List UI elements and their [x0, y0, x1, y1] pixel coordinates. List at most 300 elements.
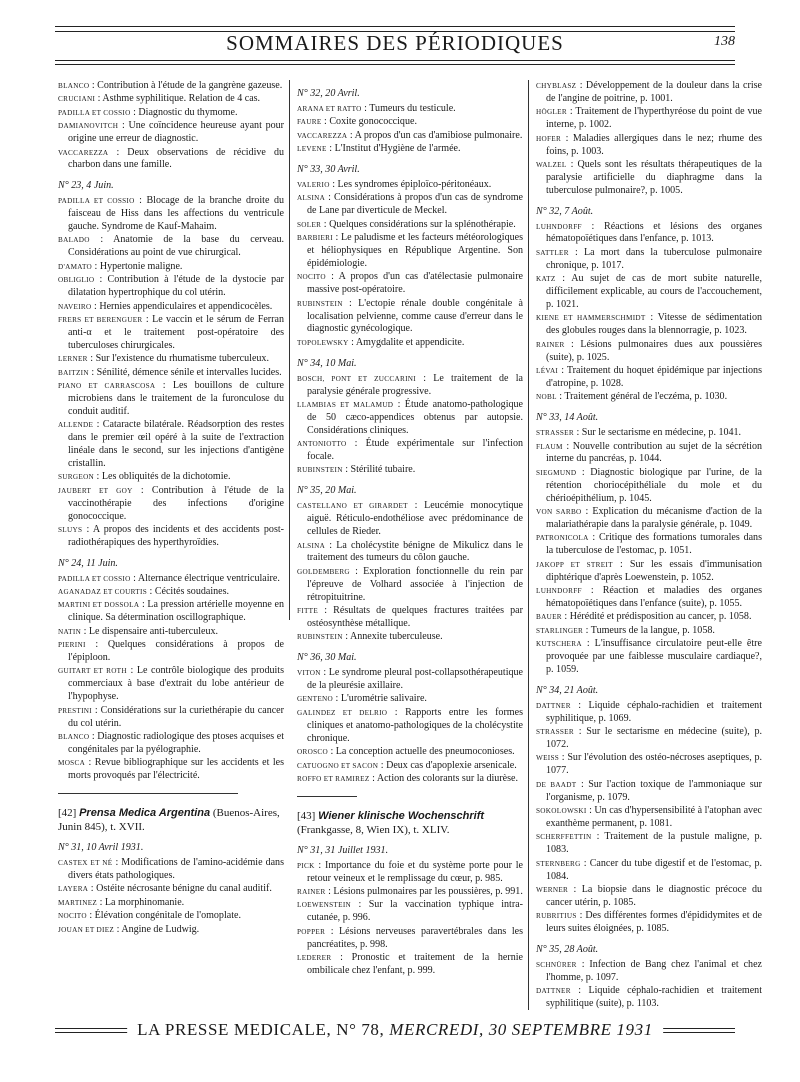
article-authors: PIANO ET CARRASCOSA — [58, 381, 156, 390]
article-title: : Réactions et lésions des organes hématopoïétiques dans l'enfance, p. 1013. — [546, 220, 762, 245]
article-entry — [58, 883, 284, 896]
article-authors: SLUYS — [58, 525, 83, 534]
article-entry — [297, 298, 523, 337]
article-authors: WERNER — [536, 885, 569, 894]
article-entry — [536, 985, 762, 1011]
article-authors: JAKOPP ET STREIT — [536, 560, 613, 569]
article-title: : Une coïncidence heureuse ayant pour origine une erreur de diagnostic. — [68, 120, 284, 145]
article-title: : La pression artérielle moyenne en clinique. Sa détermination oscillographique. — [68, 599, 284, 624]
article-entry — [536, 700, 762, 726]
article-entry — [536, 752, 762, 778]
article-entry — [297, 860, 523, 886]
issue-heading: N° 31, 10 Avril 1931. — [58, 842, 144, 854]
article-authors: RUBINSTEIN — [297, 466, 343, 475]
article-authors: BAITZIN — [58, 368, 89, 377]
article-authors: WEISS — [536, 754, 560, 763]
article-entry — [58, 731, 284, 757]
article-authors: ALSINA — [297, 541, 326, 550]
article-title: : Considérations à propos d'un cas de syndrome de Lane par diverticule de Meckel. — [307, 192, 523, 217]
issue-heading: N° 32, 20 Avril. — [297, 88, 360, 99]
article-entry — [536, 427, 762, 440]
article-title: : La morphinomanie. — [97, 896, 185, 908]
article-authors: RUBINSTEIN — [297, 633, 343, 642]
article-authors: ANTONIOTTO — [297, 440, 347, 449]
article-authors: LUHNDORFF — [536, 222, 582, 231]
article-title: : Maladies allergiques dans le nez; rhume des foins, p. 1003. — [546, 132, 762, 157]
issue-heading: N° 33, 14 Août. — [536, 412, 599, 424]
article-entry — [297, 952, 523, 978]
article-entry — [297, 540, 523, 566]
article-entry — [58, 910, 284, 923]
article-authors: LÉVAI — [536, 367, 559, 376]
article-entry — [536, 779, 762, 805]
article-authors: HÖGLER — [536, 108, 567, 117]
article-title: : Résultats de quelques fractures traitées par ostéosynthèse métallique. — [307, 605, 523, 629]
article-title: : Cataracte bilatérale. Réadsorption des restes dans le premier œil opéré à la suite de l'extraction linéale dans le second, sur les injections d'antigène cristallin. — [68, 419, 284, 469]
article-entry — [58, 705, 284, 731]
article-entry — [536, 441, 762, 467]
article-authors: DE BAADT — [536, 780, 577, 789]
article-entry — [58, 626, 284, 639]
article-title: : Nouvelle contribution au sujet de la sécrétion interne du pancréas, p. 1044. — [546, 440, 762, 465]
article-title: : Sur l'existence du rhumatisme tuberculeux. — [87, 353, 269, 365]
article-entry — [297, 337, 523, 350]
article-authors: DATTNER — [536, 701, 571, 710]
article-authors: VON SARBO — [536, 508, 582, 517]
article-authors: KIENE ET HAMMERSCHMIDT — [536, 314, 646, 323]
article-title: : Diagnostic biologique par l'urine, de la rétention choriocépithéliale du mole et du chérioépithélium, p. 1045. — [546, 466, 762, 504]
article-title: : Infection de Bang chez l'animal et chez l'homme, p. 1097. — [546, 959, 762, 983]
article-title: : Deux observations de récidive du charbon dans une famille. — [68, 146, 284, 171]
article-entry — [536, 312, 762, 338]
article-title: : Quelques considérations à propos de l'épiploon. — [68, 639, 284, 664]
article-title: : L'insuffisance circulatoire peut-elle être provoquée par une faiblesse musculaire cardiaque?, p. 1059. — [546, 638, 762, 675]
article-title: : L'ectopie rénale double congénitale à localisation pelvienne, comme cause d'erreur dans le diagnostic gynécologique. — [307, 297, 523, 335]
article-authors: LERNER — [58, 355, 88, 364]
article-title: : Les obliquités de la dichotomie. — [94, 471, 231, 483]
article-authors: VACCAREZZA — [58, 148, 109, 157]
article-entry — [536, 80, 762, 106]
article-entry — [297, 143, 523, 156]
article-entry — [297, 667, 523, 693]
article-authors: SCHERFFETTIN — [536, 833, 592, 842]
article-authors: PADILLA ET COSSIO — [58, 574, 131, 583]
issue-heading: N° 34, 10 Mai. — [297, 357, 357, 369]
article-title: : Les bouillons de culture microbiens dans le traitement de la furonculose du conduit auditif. — [68, 379, 284, 417]
article-entry — [536, 959, 762, 985]
article-entry — [536, 106, 762, 132]
article-authors: JAUBERT ET GOY — [58, 486, 133, 495]
article-title: : Réaction et maladies des organes hématopoïétiques dans l'enfance (suite), p. 1055. — [546, 585, 762, 609]
article-entry — [536, 221, 762, 247]
journal-heading — [297, 809, 523, 837]
article-entry — [58, 314, 284, 353]
article-title: : Liquide céphalo-rachidien et traitement syphilitique (suite), p. 1103. — [546, 985, 762, 1010]
article-title: : Sur le sectarisme en médecine (suite), p. 1072. — [546, 726, 762, 750]
journal-number: [43] — [297, 809, 319, 822]
article-authors: CRUCIANI — [58, 95, 96, 104]
article-title: : Alternance électrique ventriculaire. — [130, 572, 280, 584]
article-authors: WALZEL — [536, 160, 567, 169]
article-title: : Annexite tuberculeuse. — [342, 631, 443, 643]
article-entry — [58, 524, 284, 550]
article-title: : Lésions pulmonaires dues aux poussières (suite), p. 1025. — [546, 338, 762, 363]
column-divider-1 — [289, 80, 290, 620]
article-authors: BAUER — [536, 613, 562, 622]
article-title: : Considérations sur la curiethérapie du cancer du col utérin. — [68, 704, 284, 729]
article-authors: GALINDEZ ET DELRIO — [297, 708, 388, 717]
column-divider-3 — [528, 620, 529, 1010]
journal-heading — [58, 806, 284, 834]
article-entry — [536, 831, 762, 857]
article-title: : Traitement de l'hyperthyréose du point de vue interne, p. 1002. — [546, 106, 762, 131]
article-authors: PADILLA ET COSSIO — [58, 108, 131, 117]
issue-heading: N° 31, 31 Juillet 1931. — [297, 844, 389, 856]
issue-heading: N° 24, 11 Juin. — [58, 557, 118, 569]
article-authors: MARTINI ET DOSSOLA — [58, 601, 140, 610]
article-title: : A propos d'un cas d'amibiose pulmonaire. — [347, 129, 523, 141]
article-entry — [58, 380, 284, 419]
article-entry — [297, 899, 523, 925]
article-authors: SCHNÜRER — [536, 961, 577, 969]
article-entry — [58, 147, 284, 173]
article-authors: LEDERER — [297, 954, 332, 963]
article-entry — [297, 116, 523, 129]
article-entry — [58, 573, 284, 586]
article-title: : Des différentes formes d'épididymites et de leurs suites éloignées, p. 1085. — [546, 910, 762, 935]
article-title: : Le vaccin et le sérum de Ferran anti-α et le traitement post-opératoire des tuberculoses chirurgicales. — [68, 313, 284, 351]
article-authors: RUBINSTEIN — [297, 299, 343, 308]
article-entry — [58, 471, 284, 484]
article-entry — [536, 247, 762, 273]
article-entry — [297, 192, 523, 218]
article-authors: BLANCO — [58, 82, 90, 90]
article-entry — [58, 80, 284, 93]
article-authors: HOFER — [536, 134, 562, 143]
article-authors: BARBIERI — [297, 234, 333, 243]
article-title: : Stérilité tubaire. — [342, 464, 416, 476]
article-title: : Importance du foie et du système porte pour le retour veineux et le remplissage du cœur, p. 985. — [307, 859, 523, 884]
article-entry — [297, 464, 523, 477]
article-entry — [536, 559, 762, 585]
article-entry — [58, 599, 284, 625]
article-authors: SOLER — [297, 220, 322, 229]
article-title: : Contribution à l'étude de la dystocie par dilatation hypertrophique du col utérin. — [68, 274, 284, 299]
article-title: : Traitement de la pustule maligne, p. 1083. — [546, 831, 762, 856]
article-entry — [297, 926, 523, 952]
article-authors: AGANADAZ ET COURTIS — [58, 588, 147, 597]
article-title: : Hérédité et prédisposition au cancer, p. 1058. — [561, 611, 752, 623]
article-authors: STRASSER — [536, 728, 574, 737]
article-title: : Ostéite nécrosante bénigne du canal auditif. — [88, 883, 272, 895]
article-authors: ROFFO ET RAMIREZ — [297, 774, 370, 783]
article-entry — [58, 353, 284, 366]
article-authors: NOCITO — [297, 273, 326, 282]
article-entry — [58, 195, 284, 234]
article-title: : Un cas d'hypersensibilité à l'atophan avec exanthème permanent, p. 1081. — [546, 805, 762, 829]
article-authors: RAINER — [536, 340, 565, 349]
article-authors: OBLIGLIO — [58, 276, 95, 285]
article-entry — [58, 897, 284, 910]
article-entry — [58, 857, 284, 883]
article-title: : Sur l'action toxique de l'ammoniaque sur l'organisme, p. 1079. — [546, 778, 762, 803]
article-entry — [58, 120, 284, 146]
footer-date: MERCREDI, 30 SEPTEMBRE 1931 — [389, 1020, 653, 1039]
article-entry — [297, 760, 523, 773]
article-entry — [58, 485, 284, 524]
article-entry — [58, 93, 284, 106]
article-authors: LUHNDORFF — [536, 587, 582, 596]
article-title: : La conception actuelle des pneumoconioses. — [327, 746, 515, 758]
article-authors: RAINER — [297, 888, 326, 897]
article-entry — [297, 886, 523, 899]
article-authors: MARTINEZ — [58, 898, 98, 907]
article-title: : Le traitement de la paralysie générale progressive. — [307, 372, 523, 397]
article-entry — [58, 367, 284, 380]
footer-journal: LA PRESSE MEDICALE, — [137, 1020, 332, 1039]
journal-title: Wiener klinische Wochenschrift — [318, 809, 485, 822]
article-authors: NAVEIRO — [58, 302, 92, 311]
article-authors: FAURE — [297, 118, 322, 127]
article-entry — [58, 107, 284, 120]
article-authors: ALLENDE — [58, 421, 94, 430]
article-entry — [297, 130, 523, 143]
article-title: : Sur le sectarisme en médecine, p. 1041. — [573, 427, 742, 439]
article-authors: BLANCO — [58, 733, 90, 741]
article-title: : Traitement général de l'eczéma, p. 1030. — [556, 391, 728, 403]
article-authors: PIERINI — [58, 641, 86, 650]
article-authors: PRESTINI — [58, 706, 92, 715]
article-title: : L'urométrie salivaire. — [333, 693, 427, 705]
article-authors: SIEGMUND — [536, 468, 577, 477]
article-title: : Le dispensaire anti-tuberculeux. — [81, 625, 219, 637]
article-authors: NOBL — [536, 393, 557, 402]
column-3 — [536, 80, 762, 1012]
issue-heading: N° 32, 7 Août. — [536, 205, 594, 217]
article-entry — [58, 419, 284, 471]
footer-text — [127, 1020, 663, 1040]
article-authors: BALADO — [58, 236, 90, 245]
article-title: : A propos des incidents et des accidents post-radiothérapiques des hyperthyroïdies. — [68, 523, 284, 548]
article-entry — [536, 467, 762, 506]
article-authors: CASTEX ET NÉ — [58, 859, 113, 868]
journal-number: [42] — [58, 807, 80, 820]
article-entry — [536, 391, 762, 404]
article-title: : Angine de Ludwig. — [114, 923, 200, 935]
article-title: : Tumeurs du testicule. — [361, 102, 456, 114]
article-title: : Modifications de l'amino-acidémie dans divers états pathologiques. — [68, 857, 284, 881]
article-title: : Étude expérimentale sur l'infection focale. — [307, 438, 523, 463]
article-authors: VITON — [297, 669, 321, 678]
article-entry — [297, 219, 523, 232]
issue-heading: N° 23, 4 Juin. — [58, 180, 114, 192]
article-entry — [58, 586, 284, 599]
article-title: : Tumeurs de la langue, p. 1058. — [583, 624, 715, 636]
footer-issue-number: N° 78, — [336, 1020, 385, 1039]
article-title: : Revue bibliographique sur les accidents et les morts provoqués par l'électricité. — [68, 757, 284, 782]
article-authors: GUITART ET ROTH — [58, 667, 127, 676]
article-entry — [536, 858, 762, 884]
column-1 — [58, 80, 284, 937]
article-authors: CHYBLASZ — [536, 82, 577, 90]
article-title: : La cholécystite bénigne de Mikulicz dans le traitement des tumeurs du côlon gauche. — [307, 539, 523, 564]
article-title: : Quelques considérations sur la splénothérapie. — [321, 218, 516, 230]
article-title: : Asthme syphilitique. Relation de 4 cas. — [95, 93, 261, 105]
article-authors: LAYERA — [58, 885, 89, 894]
article-entry — [536, 532, 762, 558]
article-title: : Anatomie de la base du cerveau. Considérations au point de vue chirurgical. — [68, 234, 284, 259]
article-title: : La biopsie dans le diagnostic précoce du cancer utérin, p. 1085. — [546, 883, 762, 908]
article-authors: PICK — [297, 861, 315, 870]
article-entry — [297, 373, 523, 399]
article-authors: POPPER — [297, 927, 326, 936]
article-entry — [297, 693, 523, 706]
article-entry — [58, 234, 284, 260]
article-authors: VACCAREZZA — [297, 131, 348, 140]
article-title: : Cancer du tube digestif et de l'estomac, p. 1084. — [546, 857, 762, 882]
journal-address: (Frankgasse, 8, Wien IX), t. XLIV. — [297, 823, 450, 836]
article-title: : Élévation congénitale de l'omoplate. — [86, 910, 241, 922]
article-entry — [536, 585, 762, 611]
article-entry — [536, 273, 762, 312]
article-authors: SURGEON — [58, 473, 95, 482]
article-entry — [536, 805, 762, 831]
article-authors: FITTE — [297, 607, 319, 616]
article-title: : Liquide céphalo-rachidien et traitement syphilitique, p. 1069. — [546, 699, 762, 724]
article-title: : Contribution à l'étude de la gangrène gazeuse. — [89, 80, 283, 91]
article-authors: NOCITO — [58, 912, 87, 921]
section-separator — [58, 793, 238, 794]
article-title: : Deux cas d'apoplexie arsenicale. — [378, 759, 517, 771]
article-entry — [297, 773, 523, 786]
footer — [55, 1020, 735, 1040]
article-title: : Cécités soudaines. — [147, 586, 230, 598]
article-authors: TOPOLEWSKY — [297, 338, 349, 347]
article-authors: KATZ — [536, 275, 556, 284]
article-title: : Hernies appendiculaires et appendicocèles. — [91, 300, 273, 312]
article-entry — [297, 707, 523, 746]
issue-heading: N° 33, 30 Avril. — [297, 164, 360, 176]
article-title: : Exploration fonctionnelle du rein par l'épreuve de Volhard associée à l'injection de rétropituitrine. — [307, 565, 523, 603]
journal-address: (Buenos-Aires, Junin 845), t. XVII. — [58, 807, 280, 834]
article-authors: CASTELLANO ET GIRARDET — [297, 502, 408, 511]
article-entry — [58, 301, 284, 314]
article-authors: NATIN — [58, 627, 82, 636]
article-title: : Le contrôle biologique des produits commerciaux à base d'extrait du lobe antérieur de l'hypophyse. — [68, 665, 284, 703]
article-title: : Rapports entre les formes cliniques et anatomo-pathologiques de la cholécystite chronique. — [307, 706, 523, 744]
article-title: : Sénilité, démence sénile et intervalles lucides. — [88, 366, 282, 378]
article-title: : Le syndrome pleural post-collapsothérapeutique de la pleurésie axillaire. — [307, 667, 523, 692]
article-entry — [536, 365, 762, 391]
article-title: : A propos d'un cas d'atélectasie pulmonaire massive post-opératoire. — [307, 271, 523, 296]
page-title: SOMMAIRES DES PÉRIODIQUES — [226, 31, 564, 55]
article-title: : Étude anatomo-pathologique de 50 cæco-appendices obtenus par autopsie. Considérations cliniques. — [307, 398, 523, 436]
article-title: : Critique des formations tumorales dans la tuberculose de l'estomac, p. 1051. — [546, 532, 762, 557]
article-authors: LEVENE — [297, 145, 327, 154]
column-divider-2 — [528, 80, 529, 620]
article-title: : Au sujet de cas de mort subite naturelle, difficilement explicable, au cours de l'accouchement, p. 1021. — [546, 273, 762, 310]
article-entry — [297, 232, 523, 271]
article-authors: KUTSCHERA — [536, 640, 582, 649]
article-authors: LOEWENSTEIN — [297, 901, 351, 910]
article-authors: GENTENO — [297, 695, 334, 704]
page-number: 138 — [714, 34, 735, 49]
article-authors: SOKOLOWSKI — [536, 807, 587, 816]
article-entry — [297, 631, 523, 644]
article-authors: JOUAN ET DIEZ — [58, 925, 115, 934]
article-authors: STERNBERG — [536, 859, 581, 868]
article-entry — [536, 884, 762, 910]
article-authors: SATTLER — [536, 248, 569, 257]
article-title: : Diagnostic du thymome. — [130, 106, 238, 118]
article-entry — [58, 757, 284, 783]
article-title: : Traitement du hoquet épidémique par injections d'atropine, p. 1028. — [546, 365, 762, 389]
article-authors: OROSCO — [297, 748, 328, 757]
article-entry — [297, 746, 523, 759]
article-entry — [297, 179, 523, 192]
article-authors: STRASSER — [536, 429, 574, 438]
issue-heading: N° 36, 30 Mai. — [297, 652, 357, 664]
article-title: : Sur l'évolution des ostéo-nécroses aseptiques, p. 1077. — [546, 752, 762, 777]
article-title: : Hypertonie maligne. — [92, 260, 183, 272]
article-entry — [58, 274, 284, 300]
article-entry — [536, 506, 762, 532]
article-title: : Quels sont les résultats thérapeutiques de la paralysie artificielle du diaphragme dans la tuberculose pulmonaire?, p. 1005. — [546, 158, 762, 196]
article-authors: FRERS ET BERENGUER — [58, 315, 143, 324]
article-title: : Lésions nerveuses paravertébrales dans les pancréatites, p. 998. — [307, 925, 523, 950]
article-entry — [297, 438, 523, 464]
article-title: : Les syndromes épiploïco-péritonéaux. — [329, 178, 492, 190]
article-entry — [297, 271, 523, 297]
section-separator — [297, 796, 357, 797]
article-entry — [536, 133, 762, 159]
article-entry — [297, 500, 523, 539]
article-authors: DATTNER — [536, 987, 571, 996]
article-entry — [58, 924, 284, 937]
article-entry — [536, 339, 762, 365]
article-title: : Blocage de la branche droite du faisceau de Hiss dans les affections du ventricule gauche. Syndrome de Kauf-Mahaim. — [68, 195, 284, 233]
article-entry — [297, 566, 523, 605]
article-authors: ARANA ET RATTO — [297, 104, 362, 113]
article-authors: FLAUM — [536, 442, 563, 451]
header-rule-bottom — [55, 60, 735, 65]
article-title: : Pronostic et traitement de la hernie ombilicale chez l'enfant, p. 999. — [307, 952, 523, 976]
article-title: : Le paludisme et les facteurs météorologiques et héliophysiques en République Argentine. Son épidémiologie. — [307, 232, 523, 269]
article-authors: ALSINA — [297, 194, 326, 203]
column-2 — [297, 80, 523, 978]
article-entry — [536, 611, 762, 624]
article-authors: PADILLA ET COSSIO — [58, 197, 135, 206]
article-title: : Sur les essais d'immunisation diphtérique d'après Loewenstein, p. 1052. — [546, 558, 763, 583]
article-authors: CATUOGNO ET SACON — [297, 761, 379, 770]
article-authors: D'AMATO — [58, 262, 93, 271]
article-entry — [536, 625, 762, 638]
article-authors: LLAMBIAS ET MALAMUD — [297, 400, 394, 409]
article-title: : L'Institut d'Hygiène de l'armée. — [326, 143, 461, 155]
article-authors: MOSCA — [58, 759, 86, 768]
article-title: : Action des colorants sur la diurèse. — [369, 772, 518, 784]
article-entry — [536, 726, 762, 752]
issue-heading: N° 34, 21 Août. — [536, 684, 599, 696]
article-entry — [297, 605, 523, 631]
article-authors: GOLDEMBERG — [297, 567, 350, 576]
article-entry — [58, 261, 284, 274]
article-entry — [536, 638, 762, 677]
article-title: : Lésions pulmonaires par les poussières, p. 991. — [325, 886, 523, 898]
journal-title: Prensa Medica Argentina — [79, 807, 211, 820]
article-title: : Amygdalite et appendicite. — [348, 336, 465, 348]
article-title: : Sur la vaccination typhique intra-cutanée, p. 996. — [307, 899, 523, 924]
